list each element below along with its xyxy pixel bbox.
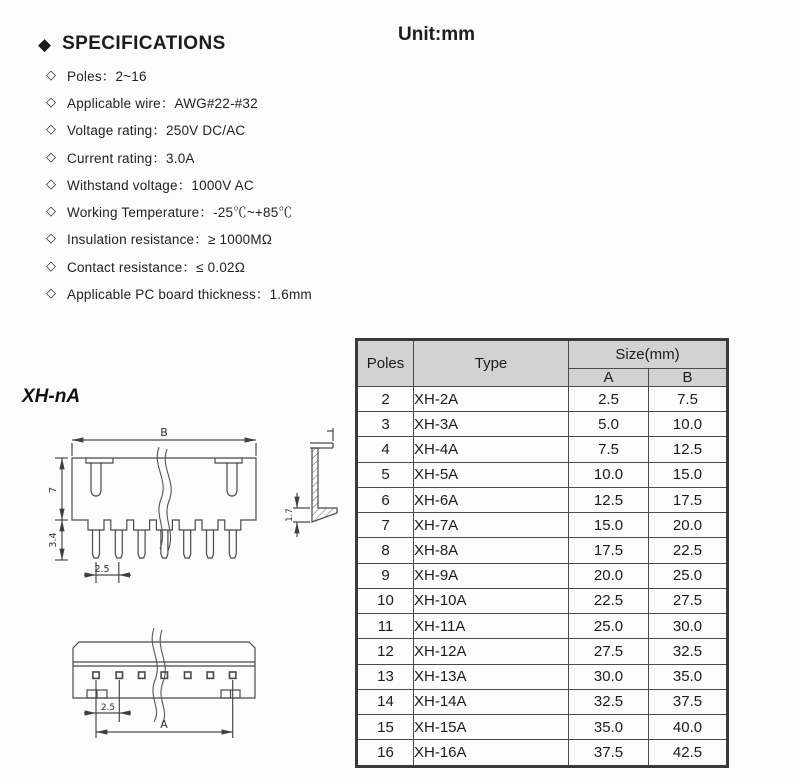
- table-cell-poles: 16: [357, 740, 414, 767]
- table-row: [357, 462, 728, 487]
- dim-label-7: 7: [48, 486, 59, 494]
- table-cell-b: 22.5: [649, 538, 728, 563]
- table-row: [357, 412, 728, 437]
- diamond-bullet-icon: ◇: [46, 285, 56, 301]
- diamond-bullet-icon: ◇: [46, 175, 56, 191]
- top-view-drawing: [45, 610, 355, 750]
- table-cell-poles: 5: [357, 462, 414, 487]
- diamond-bullet-icon: ◇: [46, 93, 56, 109]
- dim-label-pitch-top: 2.5: [100, 703, 116, 713]
- table-cell-poles: 4: [357, 437, 414, 462]
- table-cell-poles: 11: [357, 614, 414, 639]
- table-cell-a: 25.0: [569, 614, 649, 639]
- table-cell-b: 40.0: [649, 715, 728, 740]
- spec-item-text: Working Temperature：-25℃~+85℃: [67, 205, 293, 221]
- table-row: [357, 487, 728, 512]
- size-table-container: [355, 338, 729, 768]
- table-cell-a: 17.5: [569, 538, 649, 563]
- spec-item: [44, 116, 312, 143]
- table-cell-poles: 7: [357, 513, 414, 538]
- spec-item-text: Applicable wire：AWG#22-#32: [67, 95, 258, 111]
- table-cell-type: XH-2A: [414, 387, 569, 412]
- table-cell-type: XH-6A: [414, 487, 569, 512]
- table-cell-poles: 12: [357, 639, 414, 664]
- table-row: [357, 740, 728, 767]
- table-cell-b: 17.5: [649, 487, 728, 512]
- table-cell-b: 10.0: [649, 412, 728, 437]
- table-row: [357, 563, 728, 588]
- table-cell-a: 27.5: [569, 639, 649, 664]
- spec-item-text: Poles：2~16: [67, 68, 147, 84]
- table-row: [357, 715, 728, 740]
- table-cell-a: 7.5: [569, 437, 649, 462]
- table-row: [357, 387, 728, 412]
- spec-item: [44, 88, 312, 115]
- table-cell-poles: 6: [357, 487, 414, 512]
- table-row: [357, 614, 728, 639]
- table-cell-type: XH-15A: [414, 715, 569, 740]
- spec-item: [44, 197, 312, 224]
- diamond-bullet-icon: ◇: [46, 203, 56, 219]
- table-cell-type: XH-11A: [414, 614, 569, 639]
- table-cell-poles: 14: [357, 689, 414, 714]
- spec-item: [44, 252, 312, 279]
- specifications-header: [38, 33, 226, 55]
- table-cell-type: XH-13A: [414, 664, 569, 689]
- col-header-b: B: [649, 369, 728, 387]
- table-cell-a: 37.5: [569, 740, 649, 767]
- table-cell-a: 2.5: [569, 387, 649, 412]
- dim-label-3-4: 3.4: [48, 532, 59, 548]
- filled-diamond-bullet-icon: ◆: [38, 34, 52, 54]
- table-cell-poles: 10: [357, 588, 414, 613]
- spec-item-text: Voltage rating：250V DC/AC: [67, 123, 246, 139]
- table-cell-b: 37.5: [649, 689, 728, 714]
- diamond-bullet-icon: ◇: [46, 230, 56, 246]
- spec-item: [44, 143, 312, 170]
- table-cell-poles: 15: [357, 715, 414, 740]
- spec-item: [44, 225, 312, 252]
- spec-item: [44, 170, 312, 197]
- spec-item: [44, 61, 312, 88]
- table-row: [357, 689, 728, 714]
- table-cell-b: 25.0: [649, 563, 728, 588]
- table-cell-a: 30.0: [569, 664, 649, 689]
- table-cell-b: 32.5: [649, 639, 728, 664]
- table-cell-poles: 3: [357, 412, 414, 437]
- table-row: [357, 538, 728, 563]
- table-cell-type: XH-3A: [414, 412, 569, 437]
- dim-label-pitch-front: 2.5: [94, 564, 110, 575]
- table-cell-b: 30.0: [649, 614, 728, 639]
- table-row: [357, 513, 728, 538]
- spec-item-text: Current rating：3.0A: [67, 150, 195, 166]
- table-cell-b: 42.5: [649, 740, 728, 767]
- table-cell-poles: 8: [357, 538, 414, 563]
- table-cell-a: 32.5: [569, 689, 649, 714]
- table-cell-type: XH-14A: [414, 689, 569, 714]
- spec-item: [44, 279, 312, 306]
- model-label: XH-nA: [22, 386, 81, 407]
- dim-label-a: A: [160, 718, 168, 731]
- front-view-drawing: [38, 423, 268, 595]
- table-cell-b: 20.0: [649, 513, 728, 538]
- diamond-bullet-icon: ◇: [46, 257, 56, 273]
- size-table: [355, 338, 729, 768]
- col-header-type: Type: [414, 340, 569, 387]
- table-cell-type: XH-5A: [414, 462, 569, 487]
- table-cell-a: 5.0: [569, 412, 649, 437]
- table-row: [357, 664, 728, 689]
- diamond-bullet-icon: ◇: [46, 148, 56, 164]
- table-cell-type: XH-16A: [414, 740, 569, 767]
- table-cell-poles: 9: [357, 563, 414, 588]
- col-header-size: Size(mm): [569, 340, 728, 369]
- table-cell-type: XH-7A: [414, 513, 569, 538]
- unit-label: Unit:mm: [398, 24, 476, 45]
- table-cell-b: 12.5: [649, 437, 728, 462]
- table-cell-poles: 2: [357, 387, 414, 412]
- table-cell-a: 10.0: [569, 462, 649, 487]
- spec-item-text: Applicable PC board thickness：1.6mm: [67, 287, 312, 303]
- table-cell-type: XH-8A: [414, 538, 569, 563]
- table-cell-a: 15.0: [569, 513, 649, 538]
- dim-label-1-7: 1.7: [285, 508, 295, 522]
- table-row: [357, 588, 728, 613]
- table-cell-a: 12.5: [569, 487, 649, 512]
- table-cell-a: 35.0: [569, 715, 649, 740]
- page-title: SPECIFICATIONS: [62, 33, 226, 54]
- dim-label-b: B: [160, 426, 168, 439]
- table-cell-b: 15.0: [649, 462, 728, 487]
- side-view-drawing: [275, 425, 355, 545]
- table-cell-b: 35.0: [649, 664, 728, 689]
- col-header-poles: Poles: [357, 340, 414, 387]
- table-row: [357, 437, 728, 462]
- table-cell-a: 20.0: [569, 563, 649, 588]
- spec-item-text: Contact resistance：≤ 0.02Ω: [67, 259, 246, 275]
- table-cell-type: XH-12A: [414, 639, 569, 664]
- table-cell-a: 22.5: [569, 588, 649, 613]
- table-cell-b: 27.5: [649, 588, 728, 613]
- col-header-a: A: [569, 369, 649, 387]
- table-cell-type: XH-9A: [414, 563, 569, 588]
- table-cell-type: XH-10A: [414, 588, 569, 613]
- table-cell-b: 7.5: [649, 387, 728, 412]
- spec-item-text: Withstand voltage：1000V AC: [67, 177, 254, 193]
- table-cell-poles: 13: [357, 664, 414, 689]
- spec-item-text: Insulation resistance：≥ 1000MΩ: [67, 232, 273, 248]
- spec-list: [44, 61, 312, 307]
- diamond-bullet-icon: ◇: [46, 66, 56, 82]
- table-row: [357, 639, 728, 664]
- table-cell-type: XH-4A: [414, 437, 569, 462]
- diamond-bullet-icon: ◇: [46, 121, 56, 137]
